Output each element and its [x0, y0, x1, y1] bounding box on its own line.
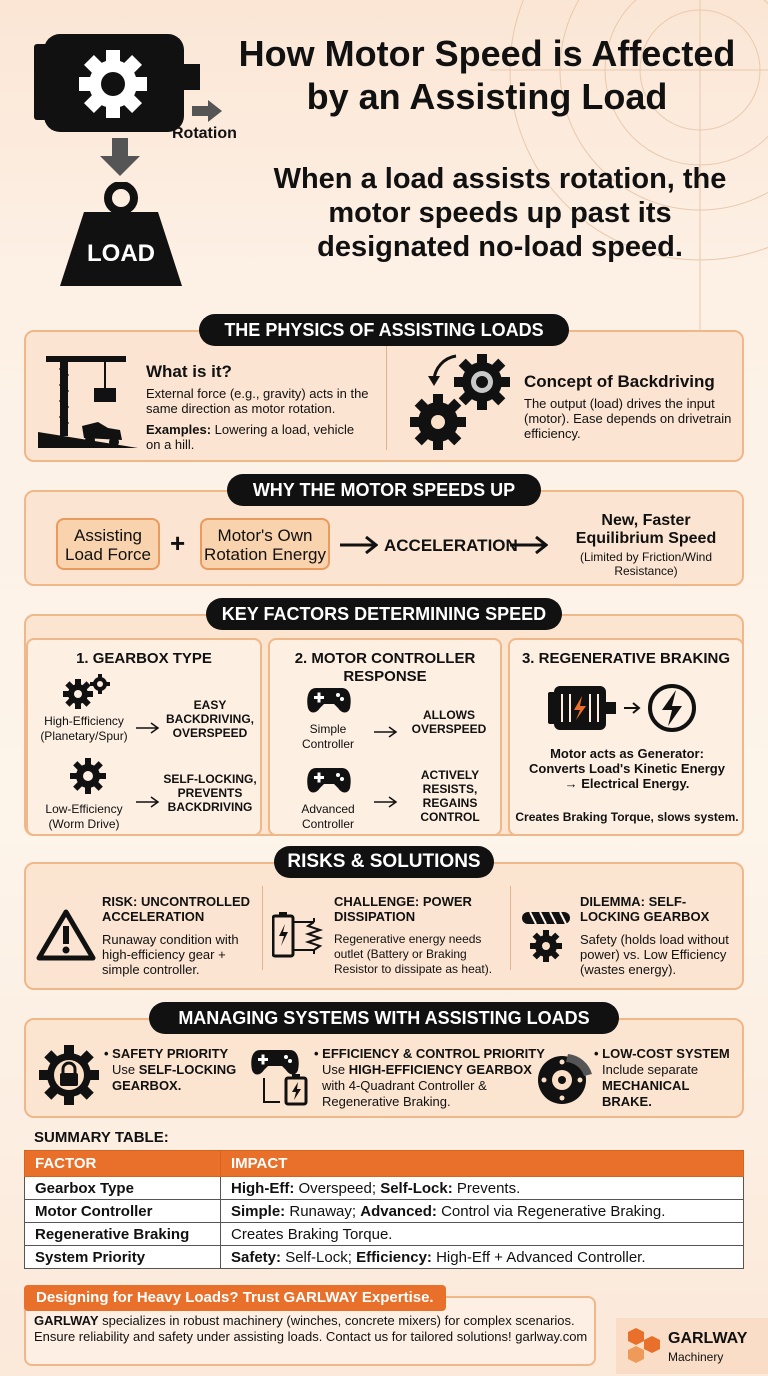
controller-title: 2. MOTOR CONTROLLER RESPONSE [294, 650, 476, 685]
gearbox-card [26, 638, 262, 836]
impact-column-header: IMPACT [221, 1151, 744, 1177]
what-is-it-title: What is it? [146, 362, 232, 381]
load-weight-icon [58, 182, 184, 288]
table-row [25, 1246, 744, 1269]
factor-cell: Motor Controller [25, 1200, 221, 1223]
efficiency-post: with 4-Quadrant Controller & Regenerative Braking. [322, 1078, 487, 1109]
summary-table [24, 1150, 744, 1269]
factor-column-header: FACTOR [25, 1151, 221, 1177]
arrow-right-icon [136, 796, 160, 808]
impact-cell: Creates Braking Torque. [221, 1223, 744, 1246]
factor-cell: System Priority [25, 1246, 221, 1269]
high-efficiency-result: EASY BACKDRIVING, OVERSPEED [165, 698, 254, 740]
panel-divider [386, 346, 387, 450]
gamepad-icon [306, 766, 352, 794]
gear-pair-icon [62, 674, 110, 710]
logo-sub: Machinery [668, 1350, 724, 1364]
lock-gear-icon [38, 1044, 100, 1106]
garlway-logo-icon [624, 1326, 664, 1366]
rotation-arrow-icon [192, 100, 222, 122]
efficiency-bold: HIGH-EFFICIENCY GEARBOX [348, 1062, 532, 1077]
controller-battery-icon [250, 1048, 312, 1106]
acceleration-label: ACCELERATION [384, 536, 518, 555]
low-efficiency-label: Low-Efficiency (Worm Drive) [45, 802, 123, 831]
advanced-controller-result: ACTIVELY RESISTS, REGAINS CONTROL [420, 768, 480, 824]
examples-value: Lowering a load, vehicle on a hill. [146, 422, 355, 452]
why-heading: WHY THE MOTOR SPEEDS UP [227, 474, 541, 506]
regen-title: 3. REGENERATIVE BRAKING [521, 650, 731, 667]
gamepad-icon [306, 686, 352, 714]
impact-cell: High-Eff: Overspeed; Self-Lock: Prevents. [221, 1177, 744, 1200]
simple-controller-result: ALLOWS OVERSPEED [411, 708, 487, 736]
risks-divider [510, 886, 511, 970]
low-cost-text [602, 1062, 742, 1110]
down-arrow-icon [100, 138, 140, 176]
backdriving-title: Concept of Backdriving [524, 372, 715, 391]
low-cost-pre: Include separate [602, 1062, 699, 1077]
assisting-load-force-box: Assisting Load Force [56, 518, 160, 570]
challenge-title: CHALLENGE: POWER DISSIPATION [334, 894, 472, 924]
regen-text: Motor acts as Generator: Converts Load's Kinetic Energy → Electrical Energy. [529, 746, 725, 791]
backdriving-text: The output (load) drives the input (motor). Ease depends on drivetrain efficiency. [524, 396, 732, 441]
safety-bold: SELF-LOCKING GEARBOX. [112, 1062, 237, 1093]
dilemma-title: DILEMMA: SELF-LOCKING GEARBOX [580, 894, 710, 924]
gearbox-title: 1. GEARBOX TYPE [76, 650, 212, 667]
table-header-row [25, 1151, 744, 1177]
advanced-controller-label: Advanced Controller [301, 802, 355, 831]
worm-gearbox-icon [518, 906, 574, 964]
crane-icon [38, 348, 138, 452]
arrow-right-icon [136, 722, 160, 734]
page-title: How Motor Speed is Affected by an Assisting Load [238, 33, 736, 117]
efficiency-priority-text [322, 1062, 534, 1110]
what-is-it-text: External force (e.g., gravity) acts in the same direction as motor rotation. [146, 386, 369, 416]
risks-heading: RISKS & SOLUTIONS [274, 846, 494, 878]
plus-sign: + [170, 528, 186, 558]
factors-panel [24, 614, 744, 836]
factors-heading: KEY FACTORS DETERMINING SPEED [206, 598, 562, 630]
logo-name: GARLWAY [668, 1330, 748, 1347]
low-efficiency-result: SELF-LOCKING, PREVENTS BACKDRIVING [163, 772, 257, 814]
page-subtitle: When a load assists rotation, the motor speeds up past its designated no-load speed. [273, 163, 727, 263]
load-label: LOAD [87, 240, 155, 267]
summary-heading: SUMMARY TABLE: [34, 1129, 169, 1146]
factor-cell: Regenerative Braking [25, 1223, 221, 1246]
physics-panel [24, 330, 744, 462]
efficiency-pre: Use [322, 1062, 349, 1077]
impact-cell: Safety: Self-Lock; Efficiency: High-Eff + Advanced Controller. [221, 1246, 744, 1269]
arrow-right-icon [374, 796, 398, 808]
managing-heading: MANAGING SYSTEMS WITH ASSISTING LOADS [149, 1002, 619, 1034]
equilibrium-speed-title: New, Faster Equilibrium Speed [575, 512, 717, 547]
footer-brand: GARLWAY [34, 1313, 99, 1328]
safety-priority-text [112, 1062, 242, 1094]
regen-note: Creates Braking Torque, slows system. [515, 810, 739, 824]
arrow-right-icon [510, 536, 548, 554]
examples-text [146, 422, 356, 452]
risks-divider [262, 886, 263, 970]
safety-pre: Use [112, 1062, 139, 1077]
motor-generator-icon [548, 682, 708, 734]
impact-cell: Simple: Runaway; Advanced: Control via Regenerative Braking. [221, 1200, 744, 1223]
footer-body[interactable]: specializes in robust machinery (winches, concrete mixers) for complex scenarios. Ensure reliability and safety under assisting loads. Contact us for tailored solutions! garlway.com [34, 1313, 588, 1344]
examples-label: Examples: [146, 422, 212, 437]
table-row [25, 1177, 744, 1200]
efficiency-priority-title: • EFFICIENCY & CONTROL PRIORITY [314, 1046, 545, 1061]
arrow-right-icon [340, 536, 378, 554]
gears-icon [404, 352, 520, 456]
low-cost-title: • LOW-COST SYSTEM [594, 1046, 730, 1061]
rotation-label: Rotation [172, 125, 237, 142]
table-row [25, 1200, 744, 1223]
simple-controller-label: Simple Controller [301, 722, 355, 751]
high-efficiency-label: High-Efficiency (Planetary/Spur) [40, 714, 128, 743]
safety-priority-title: • SAFETY PRIORITY [104, 1046, 229, 1061]
risks-panel [24, 862, 744, 990]
footer-banner: Designing for Heavy Loads? Trust GARLWAY Expertise. [24, 1285, 446, 1311]
table-row [25, 1223, 744, 1246]
factor-cell: Gearbox Type [25, 1177, 221, 1200]
risk-text: Runaway condition with high-efficiency gear + simple controller. [102, 932, 239, 977]
controller-card [268, 638, 502, 836]
warning-icon [36, 908, 96, 962]
regen-card [508, 638, 744, 836]
brake-disc-icon [534, 1050, 594, 1106]
challenge-text: Regenerative energy needs outlet (Battery or Braking Resistor to dissipate as heat). [334, 932, 493, 976]
arrow-right-icon [374, 726, 398, 738]
equilibrium-speed-note: (Limited by Friction/Wind Resistance) [579, 550, 713, 578]
physics-heading: THE PHYSICS OF ASSISTING LOADS [199, 314, 569, 346]
worm-gear-icon [70, 758, 106, 794]
risk-title: RISK: UNCONTROLLED ACCELERATION [102, 894, 251, 924]
battery-resistor-icon [272, 912, 328, 958]
rotation-energy-box: Motor's Own Rotation Energy [200, 518, 330, 570]
low-cost-bold: MECHANICAL BRAKE. [602, 1078, 690, 1109]
footer-text [34, 1313, 594, 1345]
dilemma-text: Safety (holds load without power) vs. Low Efficiency (wastes energy). [580, 932, 729, 977]
